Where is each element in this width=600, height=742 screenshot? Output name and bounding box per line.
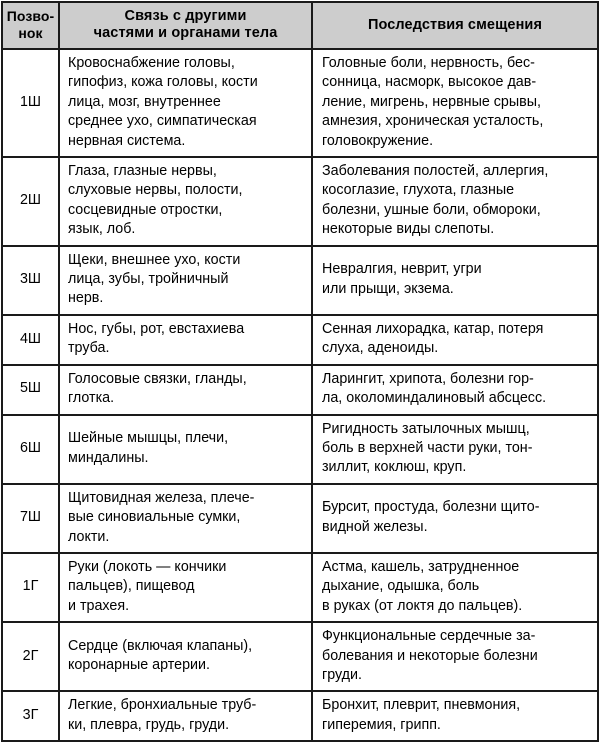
cell-consequences-line: Бронхит, плеврит, пневмония, bbox=[322, 697, 521, 714]
cell-connection-line: труба. bbox=[68, 340, 110, 357]
cell-connection-line: слуховые нервы, полости, bbox=[68, 182, 243, 199]
column-header-consequences: Последствия смещения bbox=[312, 2, 598, 49]
table-row bbox=[2, 622, 598, 691]
cell-consequences-line: боль в верхней части руки, тон- bbox=[322, 439, 533, 456]
cell-connection-line: вые синовиальные сумки, bbox=[68, 509, 241, 526]
cell-connection-line: нерв. bbox=[68, 290, 104, 307]
table-row bbox=[2, 553, 598, 622]
cell-consequences-line: Функциональные сердечные за- bbox=[322, 628, 536, 645]
cell-connection-line: сосцевидные отростки, bbox=[68, 201, 223, 218]
table-row bbox=[2, 415, 598, 484]
cell-consequences-line: в руках (от локтя до пальцев). bbox=[322, 597, 523, 614]
cell-connection-line: среднее ухо, симпатическая bbox=[68, 113, 257, 130]
cell-consequences-line: Ригидность затылочных мышц, bbox=[322, 420, 530, 437]
cell-consequences bbox=[312, 365, 598, 415]
table-row bbox=[2, 691, 598, 741]
cell-consequences-line: сонница, насморк, высокое дав- bbox=[322, 74, 537, 91]
cell-consequences-line: амнезия, хроническая усталость, bbox=[322, 113, 544, 130]
cell-vertebra: 7Ш bbox=[2, 484, 59, 553]
cell-consequences bbox=[312, 622, 598, 691]
cell-connection-line: Щеки, внешнее ухо, кости bbox=[68, 251, 241, 268]
cell-connection bbox=[59, 484, 312, 553]
cell-consequences-line: видной железы. bbox=[322, 518, 428, 535]
cell-consequences-line: Бурсит, простуда, болезни щито- bbox=[322, 499, 540, 516]
table-header bbox=[2, 2, 598, 49]
cell-vertebra: 3Ш bbox=[2, 246, 59, 315]
cell-consequences-line: гиперемия, грипп. bbox=[322, 716, 441, 733]
table-body bbox=[2, 49, 598, 741]
cell-consequences-line: некоторые виды слепоты. bbox=[322, 221, 495, 238]
vertebra-consequences-table bbox=[1, 1, 599, 742]
cell-consequences-line: Астма, кашель, затрудненное bbox=[322, 558, 520, 575]
cell-connection-line: Нос, губы, рот, евстахиева bbox=[68, 320, 245, 337]
table-row bbox=[2, 484, 598, 553]
cell-connection bbox=[59, 246, 312, 315]
cell-consequences-line: косоглазие, глухота, глазные bbox=[322, 182, 515, 199]
cell-connection-line: глотка. bbox=[68, 390, 115, 407]
table-row bbox=[2, 365, 598, 415]
column-header-vertebra-line-2: нок bbox=[18, 25, 43, 41]
column-header-vertebra bbox=[2, 2, 59, 49]
cell-connection-line: Легкие, бронхиальные труб- bbox=[68, 697, 257, 714]
cell-consequences-line: головокружение. bbox=[322, 132, 434, 149]
cell-consequences-line: Сенная лихорадка, катар, потеря bbox=[322, 320, 544, 337]
cell-connection-line: локти. bbox=[68, 528, 110, 545]
cell-connection-line: лица, мозг, внутреннее bbox=[68, 93, 221, 110]
header-row bbox=[2, 2, 598, 49]
column-header-connection bbox=[59, 2, 312, 49]
column-header-connection-line-1: Связь с другими bbox=[124, 8, 247, 24]
table-row bbox=[2, 315, 598, 365]
column-header-vertebra-line-1: Позво- bbox=[6, 8, 55, 24]
cell-vertebra: 3Г bbox=[2, 691, 59, 741]
cell-connection bbox=[59, 553, 312, 622]
table-row bbox=[2, 246, 598, 315]
column-header-connection-line-2: частями и органами тела bbox=[93, 25, 278, 41]
cell-consequences-line: слуха, аденоиды. bbox=[322, 340, 439, 357]
cell-connection-line: язык, лоб. bbox=[68, 221, 136, 238]
cell-consequences-line: болевания и некоторые болезни bbox=[322, 647, 538, 664]
cell-connection bbox=[59, 157, 312, 246]
cell-vertebra: 1Г bbox=[2, 553, 59, 622]
cell-consequences-line: Заболевания полостей, аллергия, bbox=[322, 163, 549, 180]
cell-consequences bbox=[312, 49, 598, 157]
cell-consequences-line: ление, мигрень, нервные срывы, bbox=[322, 93, 541, 110]
cell-consequences-line: или прыщи, экзема. bbox=[322, 280, 454, 297]
cell-consequences-line: болезни, ушные боли, обмороки, bbox=[322, 201, 541, 218]
cell-consequences bbox=[312, 157, 598, 246]
cell-consequences-line: груди. bbox=[322, 666, 362, 683]
cell-connection-line: миндалины. bbox=[68, 449, 149, 466]
table-row bbox=[2, 49, 598, 157]
cell-consequences-line: дыхание, одышка, боль bbox=[322, 578, 480, 595]
cell-connection bbox=[59, 365, 312, 415]
cell-connection-line: Руки (локоть — кончики bbox=[68, 558, 227, 575]
cell-consequences-line: Головные боли, нервность, бес- bbox=[322, 55, 535, 71]
cell-connection-line: Сердце (включая клапаны), bbox=[68, 637, 253, 654]
cell-connection bbox=[59, 315, 312, 365]
cell-connection-line: Кровоснабжение головы, bbox=[68, 55, 235, 71]
cell-vertebra: 2Ш bbox=[2, 157, 59, 246]
table-row bbox=[2, 157, 598, 246]
cell-connection-line: Голосовые связки, гланды, bbox=[68, 370, 247, 387]
cell-consequences-line: зиллит, коклюш, круп. bbox=[322, 459, 467, 476]
cell-vertebra: 2Г bbox=[2, 622, 59, 691]
cell-connection-line: лица, зубы, тройничный bbox=[68, 271, 229, 288]
cell-connection-line: Щитовидная железа, плече- bbox=[68, 489, 255, 506]
cell-connection-line: пальцев), пищевод bbox=[68, 578, 195, 595]
cell-connection bbox=[59, 415, 312, 484]
cell-consequences-line: Невралгия, неврит, угри bbox=[322, 261, 482, 278]
cell-consequences-line: ла, околоминдалиновый абсцесс. bbox=[322, 390, 547, 407]
cell-vertebra: 6Ш bbox=[2, 415, 59, 484]
cell-consequences bbox=[312, 315, 598, 365]
cell-consequences bbox=[312, 246, 598, 315]
cell-vertebra: 5Ш bbox=[2, 365, 59, 415]
cell-connection-line: и трахея. bbox=[68, 597, 130, 614]
cell-consequences bbox=[312, 553, 598, 622]
cell-connection-line: нервная система. bbox=[68, 132, 186, 149]
cell-consequences bbox=[312, 484, 598, 553]
cell-vertebra: 1Ш bbox=[2, 49, 59, 157]
cell-consequences bbox=[312, 691, 598, 741]
cell-connection-line: ки, плевра, грудь, груди. bbox=[68, 716, 230, 733]
cell-connection-line: Глаза, глазные нервы, bbox=[68, 163, 217, 180]
cell-connection bbox=[59, 622, 312, 691]
cell-connection-line: гипофиз, кожа головы, кости bbox=[68, 74, 258, 91]
cell-connection bbox=[59, 691, 312, 741]
cell-vertebra: 4Ш bbox=[2, 315, 59, 365]
cell-consequences-line: Ларингит, хрипота, болезни гор- bbox=[322, 370, 534, 387]
cell-connection-line: Шейные мышцы, плечи, bbox=[68, 430, 229, 447]
cell-connection bbox=[59, 49, 312, 157]
cell-connection-line: коронарные артерии. bbox=[68, 657, 210, 674]
cell-consequences bbox=[312, 415, 598, 484]
